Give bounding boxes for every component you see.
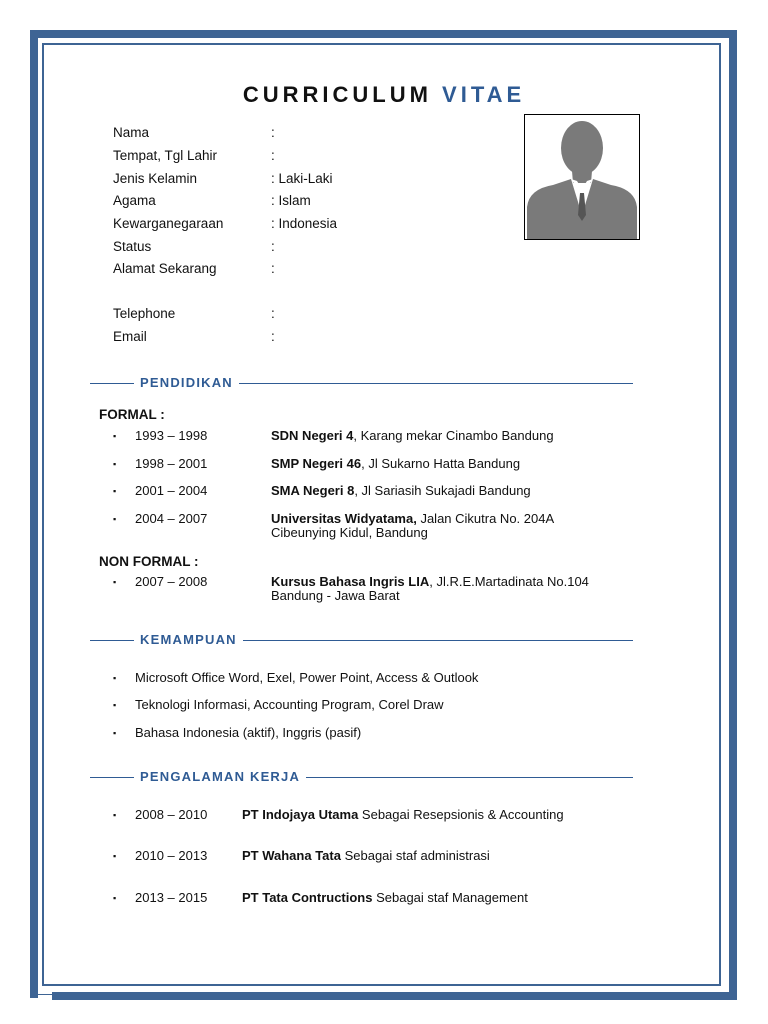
section-title: PENDIDIKAN [134,376,239,390]
education-years: 1998 – 2001 [135,456,208,471]
info-value: : [271,306,275,321]
bullet: ▪ [113,577,117,587]
experience-years: 2008 – 2010 [135,807,208,822]
experience-desc [242,849,490,863]
info-label: Alamat Sekarang [113,261,217,276]
info-label: Email [113,329,147,344]
info-row-jenis-kelamin [113,170,333,188]
school-address: Jalan Cikutra No. 204A Cibeunying Kidul, Bandung [271,511,554,540]
formal-label: FORMAL : [99,407,165,422]
info-row-alamat [113,260,275,278]
bullet: ▪ [113,673,117,683]
education-desc [271,457,641,471]
info-label: Agama [113,193,156,208]
education-years: 1993 – 1998 [135,428,208,443]
school-address: , Karang mekar Cinambo Bandung [353,428,554,443]
info-row-kewarganegaraan [113,215,337,233]
school-address: , Jl.R.E.Martadinata No.104 Bandung - Jawa Barat [271,574,589,603]
info-row-email [113,328,275,346]
info-value: : [271,239,275,254]
company-name: PT Indojaya Utama [242,807,359,822]
education-years: 2004 – 2007 [135,511,208,526]
bullet: ▪ [113,851,117,861]
skill-text: Microsoft Office Word, Exel, Power Point, Access & Outlook [135,670,479,685]
education-years: 2001 – 2004 [135,483,208,498]
school-name: Universitas Widyatama, [271,511,417,526]
info-label: Telephone [113,306,176,321]
title-part-1: CURRICULUM [242,82,432,107]
info-value: : Laki-Laki [271,171,333,186]
experience-desc [242,891,528,905]
info-value: : [271,148,275,163]
bullet: ▪ [113,728,117,738]
info-value: : [271,329,275,344]
info-label: Status [113,239,152,254]
info-row-telephone [113,305,275,323]
job-role: Sebagai staf Management [372,890,528,905]
title-part-2: VITAE [442,82,526,107]
profile-photo [524,114,640,240]
school-address: , Jl Sariasih Sukajadi Bandung [354,483,531,498]
bullet: ▪ [113,700,117,710]
school-name: SMP Negeri 46 [271,456,362,471]
education-desc [271,484,641,498]
experience-years: 2013 – 2015 [135,890,208,905]
info-row-agama [113,192,311,210]
info-value: : Islam [271,193,311,208]
education-desc [271,429,641,443]
info-row-status [113,238,275,256]
info-value: : Indonesia [271,216,338,231]
school-address: , Jl Sukarno Hatta Bandung [361,456,521,471]
school-name: Kursus Bahasa Ingris LIA [271,574,430,589]
nonformal-label: NON FORMAL : [99,554,199,569]
info-row-tempat-tgl-lahir [113,147,275,165]
education-desc [271,512,601,540]
section-title: KEMAMPUAN [134,633,243,647]
person-silhouette-icon [525,115,639,239]
frame-border-right [729,30,737,1000]
bullet: ▪ [113,893,117,903]
info-label: Kewarganegaraan [113,216,224,231]
education-desc [271,575,636,603]
section-title: PENGALAMAN KERJA [134,770,306,784]
bullet: ▪ [113,431,117,441]
job-role: Sebagai staf administrasi [340,848,490,863]
info-label: Tempat, Tgl Lahir [113,148,218,163]
info-row-nama [113,124,275,142]
school-name: SMA Negeri 8 [271,483,355,498]
school-name: SDN Negeri 4 [271,428,354,443]
page-title [0,82,768,108]
bullet: ▪ [113,514,117,524]
bullet: ▪ [113,486,117,496]
company-name: PT Wahana Tata [242,848,341,863]
section-header-pengalaman-kerja [90,770,633,784]
skill-text: Teknologi Informasi, Accounting Program, Corel Draw [135,697,444,712]
info-label: Jenis Kelamin [113,171,198,186]
section-header-pendidikan [90,376,633,390]
info-value: : [271,261,275,276]
bullet: ▪ [113,810,117,820]
info-value: : [271,125,275,140]
company-name: PT Tata Contructions [242,890,373,905]
experience-years: 2010 – 2013 [135,848,208,863]
section-header-kemampuan [90,633,633,647]
job-role: Sebagai Resepsionis & Accounting [358,807,564,822]
experience-desc [242,808,564,822]
bullet: ▪ [113,459,117,469]
education-years: 2007 – 2008 [135,574,208,589]
info-label: Nama [113,125,150,140]
skill-text: Bahasa Indonesia (aktif), Inggris (pasif) [135,725,362,740]
